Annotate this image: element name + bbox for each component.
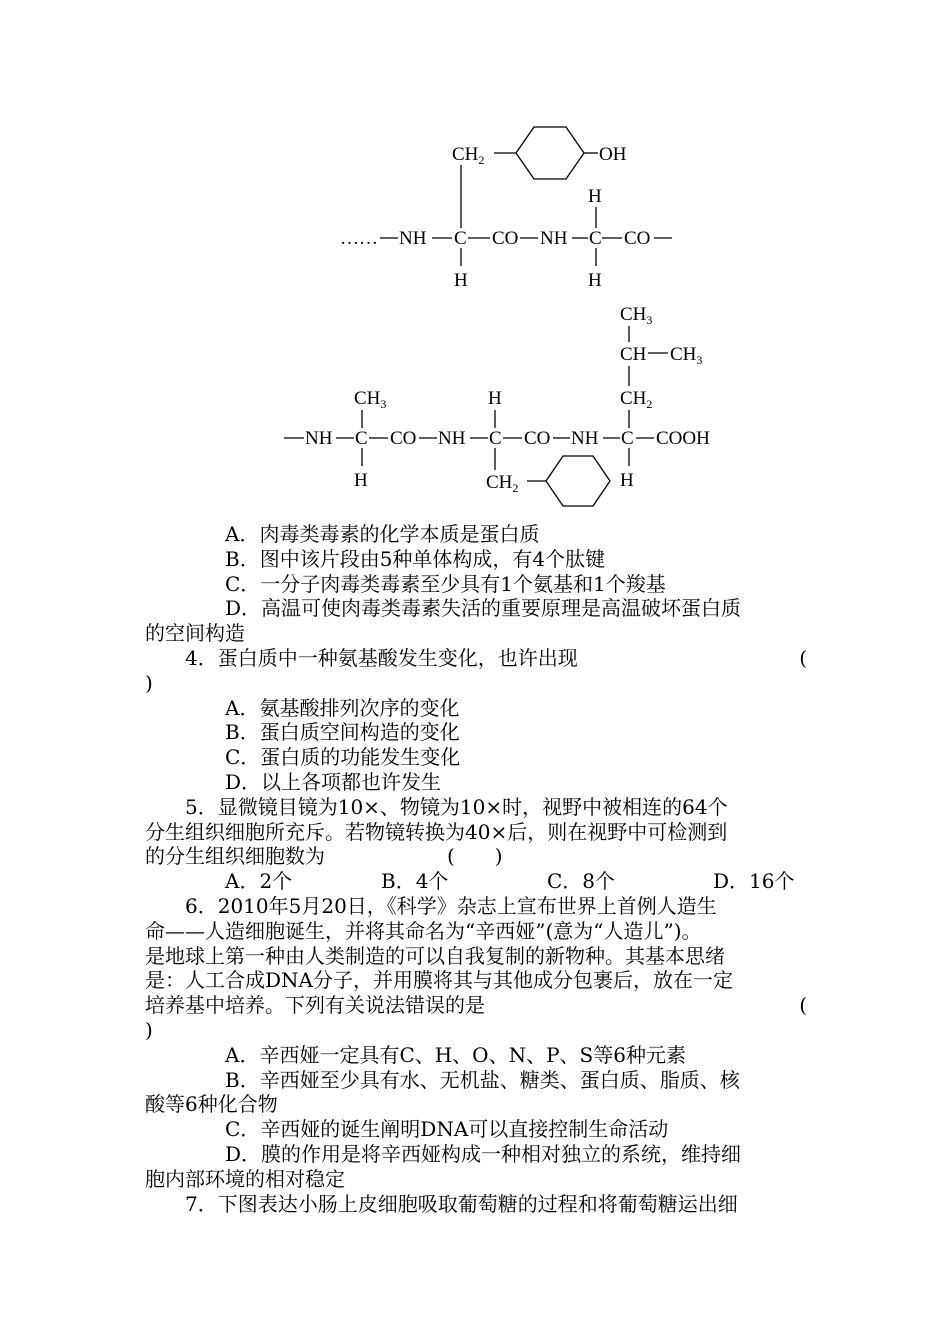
q5-option-b: B．4个 xyxy=(381,869,449,894)
q4-paren-open: ( xyxy=(799,645,807,670)
nh-label-3: NH xyxy=(305,428,333,449)
q6-stem-5: 培养基中培养。下列有关说法错误的是 ( xyxy=(145,993,807,1018)
h-label-5: H xyxy=(354,470,368,491)
q3-option-d-cont: 的空间构造 xyxy=(145,621,245,646)
co-label-3: CO xyxy=(390,428,417,449)
ch2-label-1: $CH_2$ xyxy=(452,144,485,167)
q3-option-b: B．图中该片段由5种单体构成，有4个肽键 xyxy=(225,546,606,571)
co-label-2: CO xyxy=(624,228,651,249)
q5-option-c: C．8个 xyxy=(547,869,616,894)
ch3-label-1: $CH_3$ xyxy=(620,304,653,327)
co-label-1: CO xyxy=(492,228,519,249)
h-label-2: H xyxy=(588,186,602,207)
c-label-1: C xyxy=(454,228,467,249)
q3-option-c: C．一分子肉毒类毒素至少具有1个氨基和1个羧基 xyxy=(225,571,666,596)
chain-dots: …… xyxy=(340,228,378,249)
q5-options xyxy=(145,869,807,894)
q4-option-b: B．蛋白质空间构造的变化 xyxy=(225,720,460,745)
q7-stem: 7．下图表达小肠上皮细胞吸取葡萄糖的过程和将葡萄糖运出细 xyxy=(185,1191,738,1216)
q6-option-d-cont: 胞内部环境的相对稳定 xyxy=(145,1166,345,1191)
h-label-3: H xyxy=(588,270,602,291)
nh-label-2: NH xyxy=(540,228,568,249)
q5-stem-2: 分生组织细胞所充斥。若物镜转换为40×后，则在视野中可检测到 xyxy=(145,819,728,844)
c-label-4: C xyxy=(489,428,502,449)
q3-option-a: A．肉毒类毒素的化学本质是蛋白质 xyxy=(225,522,540,546)
c-label-3: C xyxy=(355,428,368,449)
nh-label-4: NH xyxy=(438,428,466,449)
q6-option-b: B．辛西娅至少具有水、无机盐、糖类、蛋白质、脂质、核 xyxy=(225,1067,740,1092)
q4-option-d: D．以上各项都也许发生 xyxy=(225,769,442,794)
q6-stem-1: 6．2010年5月20日，《科学》杂志上宣布世界上首例人造生 xyxy=(185,893,717,918)
q4-option-a: A．氨基酸排列次序的变化 xyxy=(225,695,460,720)
oh-label: OH xyxy=(599,144,627,165)
benzene-ring-1 xyxy=(516,127,584,179)
question-text xyxy=(145,522,807,1216)
h-label-4: H xyxy=(488,388,502,409)
q3-option-d: D．高温可使肉毒类毒素失活的重要原理是高温破坏蛋白质 xyxy=(225,596,742,621)
q6-stem-3: 是地球上第一种由人类制造的可以自我复制的新物种。其基本思绪 xyxy=(145,943,725,968)
q5-stem-1: 5．显微镜目镜为10×、物镜为10×时，视野中被相连的64个 xyxy=(185,794,728,819)
benzene-ring-2 xyxy=(546,456,610,506)
nh-label-1: NH xyxy=(399,228,427,249)
h-label-6: H xyxy=(620,470,634,491)
co-label-4: CO xyxy=(524,428,551,449)
peptide-structure-diagram xyxy=(0,0,950,510)
q6-paren-close: ) xyxy=(145,1017,153,1042)
q6-stem-2: 命——人造细胞诞生，并将其命名为“辛西娅”(意为“人造儿”)。 xyxy=(145,918,702,943)
q6-option-b-cont: 酸等6种化合物 xyxy=(145,1092,278,1117)
cooh-label: COOH xyxy=(656,428,710,449)
q5-paren: ( ) xyxy=(447,844,503,869)
ch2-label-2: $CH_2$ xyxy=(620,388,653,411)
q6-option-c: C．辛西娅的诞生阐明DNA可以直接控制生命活动 xyxy=(225,1117,669,1142)
q4-option-c: C．蛋白质的功能发生变化 xyxy=(225,745,461,770)
q4-paren-close: ) xyxy=(145,670,153,695)
ch2-label-3: $CH_2$ xyxy=(486,472,519,495)
q6-stem-4: 是：人工合成DNA分子，并用膜将其与其他成分包裹后，放在一定 xyxy=(145,968,733,993)
q5-option-d: D．16个 xyxy=(713,869,795,894)
ch-label: CH xyxy=(620,344,647,365)
nh-label-5: NH xyxy=(571,428,599,449)
ch3-label-3: $CH_3$ xyxy=(354,388,387,411)
q6-option-a: A．辛西娅一定具有C、H、O、N、P、S等6种元素 xyxy=(225,1042,686,1067)
h-label-1: H xyxy=(454,270,468,291)
c-label-2: C xyxy=(589,228,602,249)
q5-option-a: A．2个 xyxy=(225,869,293,894)
ch3-label-2: $CH_3$ xyxy=(670,344,703,367)
q5-stem-3: 的分生组织细胞数为 ( ) xyxy=(145,844,503,869)
c-label-5: C xyxy=(621,428,634,449)
q6-paren-open: ( xyxy=(799,993,807,1018)
q4-stem: 4．蛋白质中一种氨基酸发生变化，也许出现 ( xyxy=(185,645,807,670)
q6-option-d: D．膜的作用是将辛西娅构成一种相对独立的系统，维持细 xyxy=(225,1141,742,1166)
